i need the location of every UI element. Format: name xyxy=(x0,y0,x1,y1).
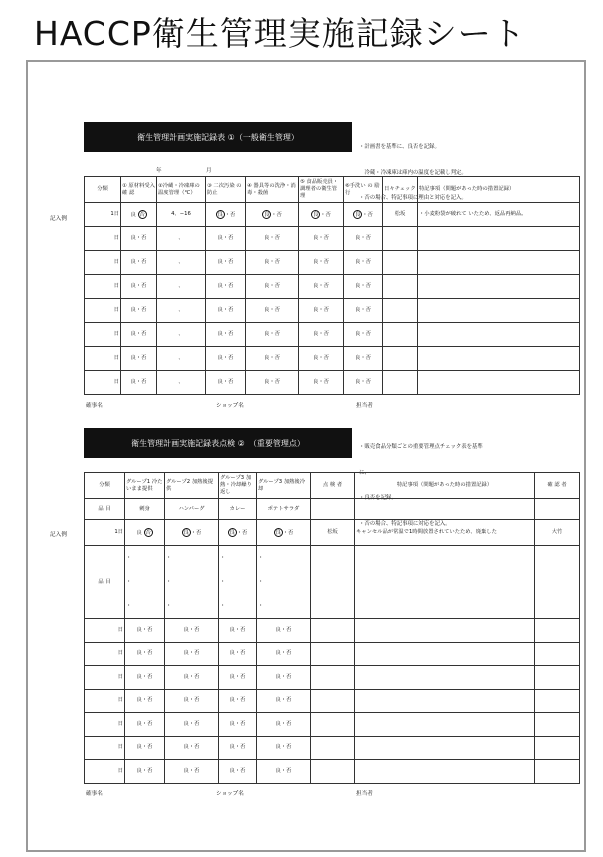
col-header: 点 検 者 xyxy=(311,473,355,499)
circle-mark: 良 xyxy=(275,530,281,536)
check-cell: 良・否 xyxy=(344,347,383,371)
check-cell: 良・否 xyxy=(344,251,383,275)
check-cell: 良・否 xyxy=(206,371,246,395)
hi-text: ・否 xyxy=(320,212,331,218)
table1-note-line: ・否の場合、特記事項に理由と対応を記入。 xyxy=(359,195,467,201)
check-cell: 良・否 xyxy=(125,619,165,643)
table2-day-row xyxy=(85,642,580,666)
check-cell xyxy=(121,203,157,227)
table2-note-line: ・良否を記録。 xyxy=(359,495,397,501)
hi-text: ・否 xyxy=(282,530,294,536)
note-cell: キャンセル品が常温で1時間放置されていたため、廃棄した xyxy=(355,520,535,546)
col-header: ① 原材料受入確 認 xyxy=(121,177,157,203)
check-cell: 良・否 xyxy=(121,347,157,371)
table1-header-row xyxy=(85,177,580,203)
check-cell: 良・否 xyxy=(206,227,246,251)
dot: ・ xyxy=(258,602,264,609)
note-cell xyxy=(355,666,535,690)
day-cell: 日 xyxy=(85,227,121,251)
day-cell: 日 xyxy=(85,760,125,784)
hi-text: ・否 xyxy=(236,530,248,536)
temp-cell: 、 xyxy=(157,251,206,275)
checker-cell xyxy=(383,251,418,275)
check-cell: 良・否 xyxy=(257,760,311,784)
circle-mark: 良 xyxy=(312,212,319,218)
item-cell: ポテトサラダ xyxy=(257,499,311,520)
day-cell: 日 xyxy=(85,619,125,643)
temp-cell: 、 xyxy=(157,371,206,395)
empty-cell xyxy=(535,499,580,520)
dot: ・ xyxy=(258,554,264,561)
col-header: 確 認 者 xyxy=(535,473,580,499)
col-header: 日々チェック xyxy=(383,177,418,203)
col-header: ③ 二次汚染 の防止 xyxy=(206,177,246,203)
col-header: ⑤ 食品販売員・調理者の衛生管理 xyxy=(299,177,344,203)
check-cell: 良・否 xyxy=(257,736,311,760)
ryo-text: 良 xyxy=(136,530,142,536)
check-cell: 良・否 xyxy=(219,642,257,666)
check-cell xyxy=(257,520,311,546)
day-cell: 日 xyxy=(85,299,121,323)
table2-body xyxy=(85,619,580,784)
note-cell xyxy=(355,642,535,666)
check-cell: 良・否 xyxy=(121,227,157,251)
check-cell: 良・否 xyxy=(125,642,165,666)
temp-cell: 、 xyxy=(157,299,206,323)
check-cell: 良・否 xyxy=(219,736,257,760)
circle-mark: 良 xyxy=(217,212,223,218)
note-cell: ・小麦粉袋が破れて いたため、返品再納品。 xyxy=(418,203,580,227)
check-cell: 良・否 xyxy=(299,227,344,251)
temp-cell: 、 xyxy=(157,227,206,251)
check-cell: 良・否 xyxy=(344,371,383,395)
inspector-cell xyxy=(311,689,355,713)
checker-cell xyxy=(383,299,418,323)
col-header: ④ 器具等の洗浄・消毒・殺菌 xyxy=(246,177,299,203)
checker-cell xyxy=(383,227,418,251)
note-cell xyxy=(355,713,535,737)
temp-cell: 4、−16 xyxy=(157,203,206,227)
check-cell xyxy=(219,520,257,546)
col-header: グループ2 加熱後提供 xyxy=(165,473,219,499)
table2-example-row xyxy=(85,520,580,546)
circle-mark: 良 xyxy=(183,530,189,536)
note-cell xyxy=(355,689,535,713)
check-cell: 良・否 xyxy=(344,323,383,347)
dot: ・ xyxy=(258,578,264,585)
check-cell: 良・否 xyxy=(299,299,344,323)
checker-cell xyxy=(383,371,418,395)
note-cell xyxy=(355,619,535,643)
table1-day-row xyxy=(85,227,580,251)
table1-day-row xyxy=(85,371,580,395)
table2-header: 衛生管理計画実施記録表点検 ② （重要管理点） xyxy=(84,428,352,458)
day-cell: 日 xyxy=(85,666,125,690)
table2-header-row xyxy=(85,473,580,499)
table2-day-row xyxy=(85,689,580,713)
note-cell xyxy=(418,347,580,371)
dot: ・ xyxy=(166,578,172,585)
circle-mark: 否 xyxy=(145,530,151,536)
table1-day-row xyxy=(85,299,580,323)
dot-cell xyxy=(125,546,165,619)
dot: ・ xyxy=(126,602,132,609)
table1-day-row xyxy=(85,323,580,347)
check-cell: 良・否 xyxy=(125,713,165,737)
check-cell: 良・否 xyxy=(121,371,157,395)
inspector-cell xyxy=(311,642,355,666)
confirmer-cell xyxy=(535,689,580,713)
temp-cell: 、 xyxy=(157,347,206,371)
day-cell: 日 xyxy=(85,689,125,713)
confirmer-cell: 大竹 xyxy=(535,520,580,546)
table2 xyxy=(84,472,580,784)
check-cell: 良・否 xyxy=(219,713,257,737)
check-cell: 良・否 xyxy=(206,275,246,299)
day-cell: 日 xyxy=(85,371,121,395)
confirmer-cell xyxy=(535,642,580,666)
col-header: 特記事項（問題があった時の措置記録） xyxy=(418,177,580,203)
check-cell: 良・否 xyxy=(257,713,311,737)
check-cell: 良・否 xyxy=(165,666,219,690)
confirmer-cell xyxy=(535,760,580,784)
check-cell: 良・否 xyxy=(219,619,257,643)
table2-blank-item-row xyxy=(85,546,580,619)
checker-cell: 松坂 xyxy=(383,203,418,227)
temp-cell: 、 xyxy=(157,275,206,299)
circle-mark: 良 xyxy=(354,212,361,218)
day-cell: 日 xyxy=(85,347,121,371)
dot: ・ xyxy=(220,554,226,561)
check-cell: 良・否 xyxy=(165,713,219,737)
day-cell: 日 xyxy=(85,275,121,299)
table2-day-row xyxy=(85,736,580,760)
check-cell xyxy=(125,520,165,546)
item-label: 品 目 xyxy=(85,499,125,520)
empty-cell xyxy=(355,546,535,619)
ryo-text: 良 xyxy=(130,212,136,218)
check-cell xyxy=(165,520,219,546)
note-cell xyxy=(418,227,580,251)
item-cell: ハンバーグ xyxy=(165,499,219,520)
check-cell: 良・否 xyxy=(125,760,165,784)
table1 xyxy=(84,176,580,395)
item-cell: カレー xyxy=(219,499,257,520)
confirmer-cell xyxy=(535,713,580,737)
table1-footer-shop: ショップ名 xyxy=(216,403,244,409)
check-cell: 良・否 xyxy=(165,760,219,784)
table1-example-label: 記入例 xyxy=(50,216,67,222)
table1-day-row xyxy=(85,275,580,299)
hi-text: ・否 xyxy=(190,530,202,536)
check-cell: 良・否 xyxy=(299,323,344,347)
check-cell: 良・否 xyxy=(219,666,257,690)
circle-mark: 良 xyxy=(229,530,235,536)
dot: ・ xyxy=(166,602,172,609)
table2-item-row xyxy=(85,499,580,520)
check-cell: 良・否 xyxy=(206,251,246,275)
check-cell: 良・否 xyxy=(344,227,383,251)
circle-mark: 良 xyxy=(263,212,270,218)
day-cell: 日 xyxy=(85,713,125,737)
inspector-cell xyxy=(311,760,355,784)
col-header: グループ3 加熱後冷却 xyxy=(257,473,311,499)
check-cell: 良・否 xyxy=(125,666,165,690)
col-header: 特記事項（問題があった時の措置記録） xyxy=(355,473,535,499)
check-cell: 良・否 xyxy=(206,323,246,347)
note-cell xyxy=(418,275,580,299)
check-cell xyxy=(206,203,246,227)
checker-cell xyxy=(383,323,418,347)
table2-footer-name: 確事名 xyxy=(86,791,103,797)
hi-text: ・否 xyxy=(271,212,282,218)
check-cell: 良・否 xyxy=(219,760,257,784)
inspector-cell xyxy=(311,713,355,737)
check-cell: 良・否 xyxy=(344,299,383,323)
check-cell: 良・否 xyxy=(257,666,311,690)
table2-footer-shop: ショップ名 xyxy=(216,791,244,797)
col-header: グループ3 加熱・冷却繰り返し xyxy=(219,473,257,499)
temp-cell: 、 xyxy=(157,323,206,347)
check-cell: 良・否 xyxy=(246,323,299,347)
confirmer-cell xyxy=(535,619,580,643)
table1-footer-name: 確事名 xyxy=(86,403,103,409)
col-header: ②冷蔵・冷凍庫の温度管理（℃） xyxy=(157,177,206,203)
dot: ・ xyxy=(126,578,132,585)
dot-cell xyxy=(165,546,219,619)
note-cell xyxy=(355,736,535,760)
table1-footer-person: 担当者 xyxy=(356,403,373,409)
col-header: 分類 xyxy=(85,473,125,499)
checker-cell xyxy=(383,275,418,299)
check-cell: 良・否 xyxy=(246,227,299,251)
inspector-cell xyxy=(311,619,355,643)
circle-mark: 否 xyxy=(139,212,145,218)
check-cell: 良・否 xyxy=(246,299,299,323)
check-cell: 良・否 xyxy=(257,619,311,643)
table2-example-label: 記入例 xyxy=(50,532,67,538)
check-cell: 良・否 xyxy=(257,689,311,713)
check-cell: 良・否 xyxy=(257,642,311,666)
check-cell: 良・否 xyxy=(246,371,299,395)
check-cell: 良・否 xyxy=(299,347,344,371)
check-cell: 良・否 xyxy=(121,251,157,275)
table1-note-line: 冷蔵・冷凍庫は庫内の温度を記載し判定。 xyxy=(359,169,467,176)
day-cell: 1日 xyxy=(85,520,125,546)
col-header: グループ1 冷たいまま提供 xyxy=(125,473,165,499)
note-cell xyxy=(418,323,580,347)
day-cell: 日 xyxy=(85,642,125,666)
note-cell xyxy=(355,760,535,784)
hi-text: ・否 xyxy=(224,212,236,218)
check-cell xyxy=(344,203,383,227)
empty-cell xyxy=(311,499,355,520)
check-cell: 良・否 xyxy=(121,299,157,323)
col-header: 分類 xyxy=(85,177,121,203)
check-cell: 良・否 xyxy=(299,371,344,395)
check-cell: 良・否 xyxy=(299,275,344,299)
dot: ・ xyxy=(126,554,132,561)
month-label: 月 xyxy=(206,168,212,174)
table2-day-row xyxy=(85,619,580,643)
check-cell: 良・否 xyxy=(344,275,383,299)
check-cell xyxy=(299,203,344,227)
dot: ・ xyxy=(220,602,226,609)
note-cell xyxy=(418,251,580,275)
check-cell: 良・否 xyxy=(206,299,246,323)
table2-footer-person: 担当者 xyxy=(356,791,373,797)
record-sheet xyxy=(26,60,586,852)
empty-cell xyxy=(535,546,580,619)
note-cell xyxy=(418,371,580,395)
day-cell: 日 xyxy=(85,251,121,275)
hi-text: ・否 xyxy=(362,212,373,218)
check-cell: 良・否 xyxy=(246,347,299,371)
inspector-cell xyxy=(311,666,355,690)
check-cell: 良・否 xyxy=(165,689,219,713)
check-cell: 良・否 xyxy=(165,736,219,760)
table1-header: 衛生管理計画実施記録表 ①（一般衛生管理） xyxy=(84,122,352,152)
table1-note-line: ・計画書を基準に、良否を記録。 xyxy=(359,144,440,150)
check-cell: 良・否 xyxy=(206,347,246,371)
day-cell: 日 xyxy=(85,736,125,760)
inspector-cell xyxy=(311,736,355,760)
table2-note-line: ・販売食品分類ごとの重要管理点チェック表を基準 xyxy=(359,444,483,450)
empty-cell xyxy=(355,499,535,520)
table1-body xyxy=(85,227,580,395)
inspector-cell: 松坂 xyxy=(311,520,355,546)
table1-example-row xyxy=(85,203,580,227)
check-cell: 良・否 xyxy=(246,275,299,299)
check-cell: 良・否 xyxy=(165,619,219,643)
dot: ・ xyxy=(220,578,226,585)
note-cell xyxy=(418,299,580,323)
dot: ・ xyxy=(166,554,172,561)
check-cell: 良・否 xyxy=(165,642,219,666)
table1-day-row xyxy=(85,251,580,275)
check-cell: 良・否 xyxy=(299,251,344,275)
table2-note-line: ・否の場合、特記事項に対応を記入。 xyxy=(359,520,451,527)
col-header: ⑥手洗い の 励行 xyxy=(344,177,383,203)
table2-day-row xyxy=(85,666,580,690)
check-cell: 良・否 xyxy=(125,689,165,713)
table2-note-line: に、 xyxy=(359,469,370,476)
year-label: 年 xyxy=(156,168,162,174)
table2-day-row xyxy=(85,713,580,737)
empty-cell xyxy=(311,546,355,619)
check-cell: 良・否 xyxy=(125,736,165,760)
dot-cell xyxy=(257,546,311,619)
check-cell: 良・否 xyxy=(121,323,157,347)
item-cell: 刺身 xyxy=(125,499,165,520)
table1-day-row xyxy=(85,347,580,371)
page-title: HACCP衛生管理実施記録シート xyxy=(34,14,526,53)
day-cell: 1日 xyxy=(85,203,121,227)
day-cell: 日 xyxy=(85,323,121,347)
check-cell xyxy=(246,203,299,227)
check-cell: 良・否 xyxy=(219,689,257,713)
dot-cell xyxy=(219,546,257,619)
item-label: 品 目 xyxy=(85,546,125,619)
confirmer-cell xyxy=(535,736,580,760)
check-cell: 良・否 xyxy=(246,251,299,275)
confirmer-cell xyxy=(535,666,580,690)
table2-day-row xyxy=(85,760,580,784)
check-cell: 良・否 xyxy=(121,275,157,299)
checker-cell xyxy=(383,347,418,371)
